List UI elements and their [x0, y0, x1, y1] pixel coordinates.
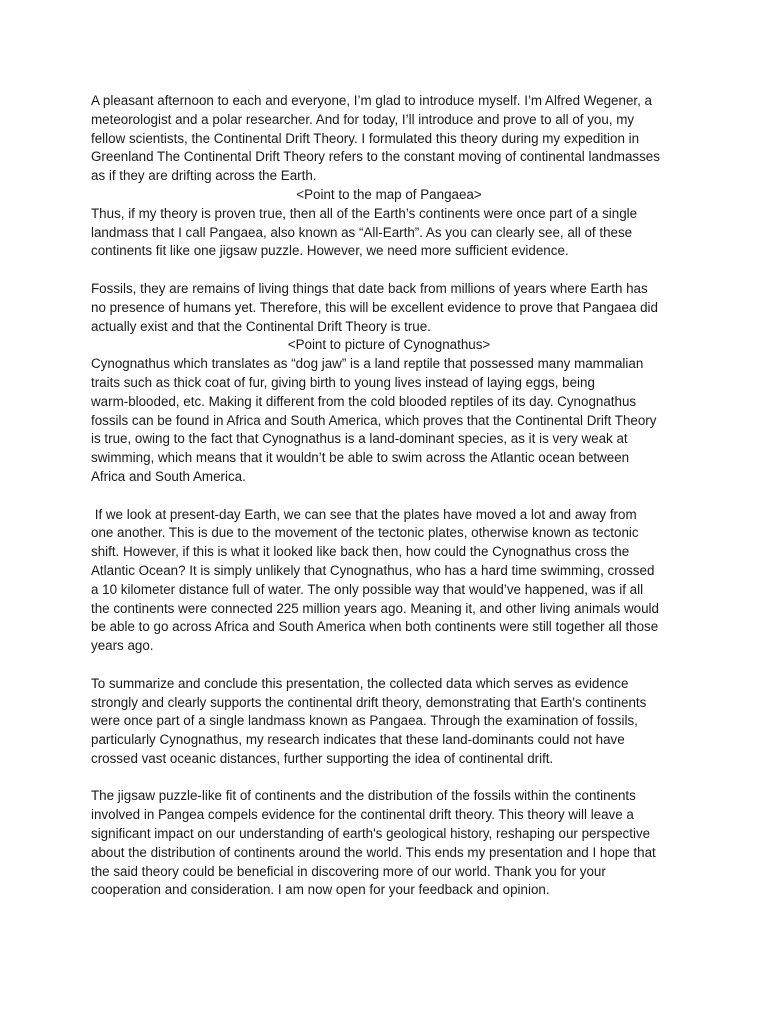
text-line: fellow scientists, the Continental Drift Theory. I formulated this theory during my expedition in [91, 130, 640, 146]
paragraph-conclusion [91, 787, 687, 900]
paragraph-present-day-earth [91, 506, 687, 656]
text-line: were once part of a single landmass known as Pangaea. Through the examination of fossils, [91, 713, 638, 729]
text-line: Cynognathus which translates as “dog jaw” is a land reptile that possessed many mammalian [91, 356, 644, 372]
stage-direction-pangaea: <Point to the map of Pangaea> [296, 186, 482, 202]
text-line: cooperation and consideration. I am now open for your feedback and opinion. [91, 882, 550, 898]
text-line: If we look at present-day Earth, we can see that the plates have moved a lot and away from [91, 506, 637, 522]
text-line: shift. However, if this is what it looked like back then, how could the Cynognathus cross the [91, 544, 630, 560]
text-line: Thus, if my theory is proven true, then all of the Earth’s continents were once part of a single [91, 205, 638, 221]
stage-direction-cynognathus: <Point to picture of Cynognathus> [287, 337, 491, 353]
text-line: the said theory could be beneficial in discovering more of our world. Thank you for your [91, 863, 606, 879]
paragraph-summary [91, 675, 687, 769]
text-line: To summarize and conclude this presentation, the collected data which serves as evidence [91, 675, 629, 691]
text-line: no presence of humans yet. Therefore, this will be excellent evidence to prove that Pangaea did [91, 299, 658, 315]
text-line: about the distribution of continents around the world. This ends my presentation and I hope that [91, 844, 656, 860]
text-line: traits such as thick coat of fur, giving birth to young lives instead of laying eggs, being [91, 374, 595, 390]
text-line: Greenland The Continental Drift Theory refers to the constant moving of continental landmasses [91, 149, 660, 165]
text-line: significant impact on our understanding of earth's geological history, reshaping our perspective [91, 826, 651, 842]
text-line: particularly Cynognathus, my research indicates that these land-dominants could not have [91, 732, 625, 748]
text-line: meteorologist and a polar researcher. And for today, I’ll introduce and prove to all of you, my [91, 111, 635, 127]
text-line: the continents were connected 225 million years ago. Meaning it, and other living animals would [91, 600, 659, 616]
text-line: a 10 kilometer distance full of water. The only possible way that would’ve happened, was if all [91, 581, 644, 597]
text-line: fossils can be found in Africa and South America, which proves that the Continental Drift Theory [91, 412, 657, 428]
text-line: is true, owing to the fact that Cynognathus is a land-dominant species, as it is very weak at [91, 431, 628, 447]
text-line: The jigsaw puzzle-like fit of continents and the distribution of the fossils within the continents [91, 788, 636, 804]
text-line: A pleasant afternoon to each and everyone, I’m glad to introduce myself. I’m Alfred Wegener, a [91, 93, 652, 108]
text-line: actually exist and that the Continental Drift Theory is true. [91, 318, 431, 334]
text-line: swimming, which means that it wouldn’t be able to swim across the Atlantic ocean between [91, 450, 630, 466]
text-line: one another. This is due to the movement of the tectonic plates, otherwise known as tectonic [91, 525, 639, 541]
text-line: warm-blooded, etc. Making it different from the cold blooded reptiles of its day. Cynognathus [91, 393, 637, 409]
text-line: continents fit like one jigsaw puzzle. However, we need more sufficient evidence. [91, 243, 569, 259]
text-line: landmass that I call Pangaea, also known as “All-Earth”. As you can clearly see, all of these [91, 224, 633, 240]
text-line: strongly and clearly supports the continental drift theory, demonstrating that Earth's continents [91, 694, 647, 710]
text-line: years ago. [91, 638, 154, 654]
text-line: involved in Pangea compels evidence for the continental drift theory. This theory will leave a [91, 807, 634, 823]
paragraph-introduction [91, 92, 687, 261]
text-line: be able to go across Africa and South America when both continents were still together all those [91, 619, 659, 635]
text-line: Africa and South America. [91, 468, 246, 484]
text-line: as if they are drifting across the Earth. [91, 168, 317, 184]
document-page [91, 92, 687, 919]
text-line: crossed vast oceanic distances, further supporting the idea of continental drift. [91, 750, 554, 766]
paragraph-fossils [91, 280, 687, 487]
text-line: Atlantic Ocean? It is simply unlikely that Cynognathus, who has a hard time swimming, crossed [91, 562, 655, 578]
text-line: Fossils, they are remains of living things that date back from millions of years where Earth has [91, 280, 648, 296]
